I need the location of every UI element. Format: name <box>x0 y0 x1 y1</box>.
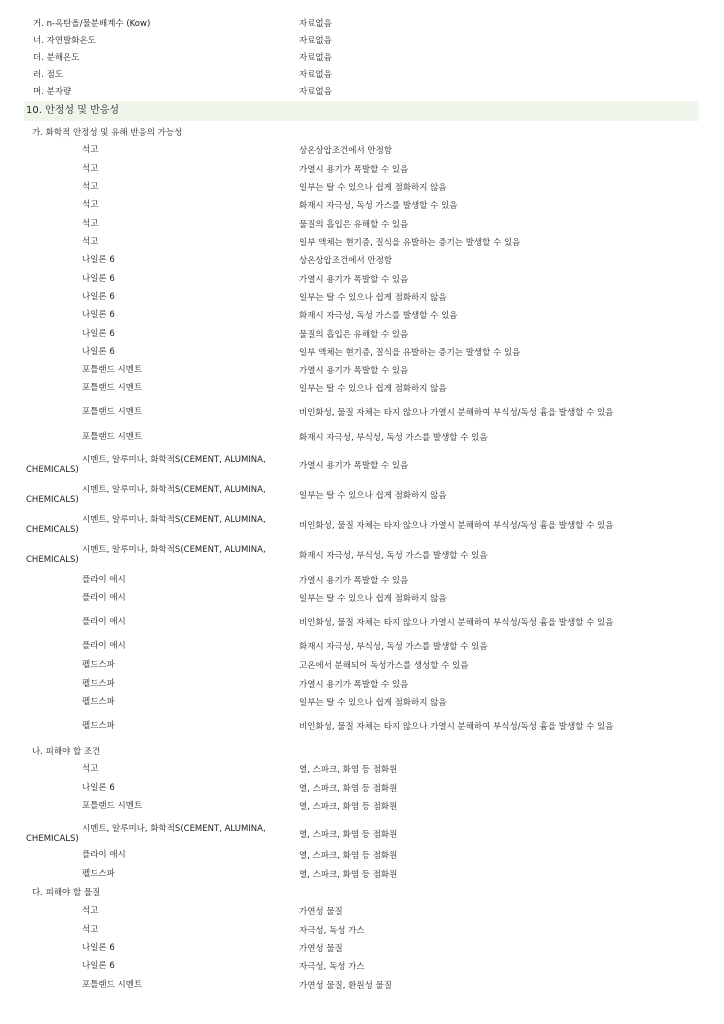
substance-property-value: 일부 액체는 현기증, 질식을 유발하는 증기는 발생할 수 있음 <box>299 348 521 358</box>
substance-name: 포틀랜드 시멘트 <box>82 980 143 990</box>
substance-property-value: 가연성 물질, 환원성 물질 <box>299 981 392 991</box>
substance-property-value: 비인화성, 물질 자체는 타지 않으나 가열시 분해하여 부식성/독성 흄을 발생할 수 있음 <box>299 618 614 628</box>
property-label: 더. 분해온도 <box>33 53 80 63</box>
substance-name: 펠드스파 <box>82 697 115 707</box>
substance-property-value: 일부는 탈 수 있으나 쉽게 점화하지 않음 <box>299 183 447 193</box>
substance-name: 포틀랜드 시멘트 <box>82 365 143 375</box>
substance-property-value: 상온상압조건에서 안정함 <box>299 146 393 156</box>
substance-property-value: 자극성, 독성 가스 <box>299 962 365 972</box>
substance-property-value: 일부는 탈 수 있으나 쉽게 점화하지 않음 <box>299 698 447 708</box>
substance-name: 나일론 6 <box>82 347 115 357</box>
substance-name: 석고 <box>82 164 99 174</box>
substance-property-value: 일부는 탈 수 있으나 쉽게 점화하지 않음 <box>299 384 447 394</box>
property-label: 거. n-옥탄올/물분배계수 (Kow) <box>33 19 151 29</box>
substance-name: 시멘트, 알루미나, 화학적S(CEMENT, ALUMINA, CHEMICALS) <box>26 515 266 535</box>
property-label: 너. 자연발화온도 <box>33 36 96 46</box>
subsection-title: 다. 피해야 할 물질 <box>32 888 101 898</box>
substance-property-value: 일부 액체는 현기증, 질식을 유발하는 증기는 발생할 수 있음 <box>299 238 521 248</box>
subsection-title: 나. 피해야 할 조건 <box>32 747 101 757</box>
substance-property-value: 화재시 자극성, 독성 가스를 발생할 수 있음 <box>299 311 458 321</box>
substance-property-value: 일부는 탈 수 있으나 쉽게 점화하지 않음 <box>299 293 447 303</box>
substance-name: 펠드스파 <box>82 660 115 670</box>
property-label: 머. 분자량 <box>33 87 72 97</box>
substance-property-value: 열, 스파크, 화염 등 점화원 <box>299 765 398 775</box>
substance-name: 석고 <box>82 145 99 155</box>
substance-name: 나일론 6 <box>82 292 115 302</box>
substance-name: 플라이 애시 <box>82 617 126 627</box>
property-value: 자료없음 <box>299 19 332 29</box>
property-row <box>33 68 704 82</box>
substance-name: 펠드스파 <box>82 679 115 689</box>
substance-property-value: 상온상압조건에서 안정함 <box>299 256 393 266</box>
substance-name: 석고 <box>82 200 99 210</box>
substance-property-value: 가연성 물질 <box>299 944 343 954</box>
substance-property-value: 물질의 흡입은 유해할 수 있음 <box>299 330 409 340</box>
substance-property-value: 가열시 용기가 폭발할 수 있음 <box>299 275 409 285</box>
substance-name: 석고 <box>82 237 99 247</box>
section-title: 10. 안정성 및 반응성 <box>24 101 699 121</box>
substance-property-value: 자극성, 독성 가스 <box>299 926 365 936</box>
property-row <box>33 17 704 31</box>
substance-property-value: 일부는 탈 수 있으나 쉽게 점화하지 않음 <box>299 491 447 501</box>
property-value: 자료없음 <box>299 87 332 97</box>
substance-name: 나일론 6 <box>82 961 115 971</box>
substance-property-value: 열, 스파크, 화염 등 점화원 <box>299 851 398 861</box>
substance-property-value: 화재시 자극성, 독성 가스를 발생할 수 있음 <box>299 201 458 211</box>
substance-property-value: 가열시 용기가 폭발할 수 있음 <box>299 576 409 586</box>
substance-name: 포틀랜드 시멘트 <box>82 801 143 811</box>
substance-name: 포틀랜드 시멘트 <box>82 407 143 417</box>
property-row <box>33 85 704 99</box>
substance-name: 나일론 6 <box>82 310 115 320</box>
substance-name: 나일론 6 <box>82 943 115 953</box>
substance-name: 플라이 애시 <box>82 641 126 651</box>
substance-name: 석고 <box>82 182 99 192</box>
substance-property-value: 가열시 용기가 폭발할 수 있음 <box>299 461 409 471</box>
substance-property-value: 열, 스파크, 화염 등 점화원 <box>299 802 398 812</box>
property-value: 자료없음 <box>299 70 332 80</box>
substance-name: 플라이 애시 <box>82 850 126 860</box>
substance-name: 석고 <box>82 906 99 916</box>
substance-name: 시멘트, 알루미나, 화학적S(CEMENT, ALUMINA, CHEMICALS) <box>26 545 266 565</box>
substance-name: 석고 <box>82 764 99 774</box>
substance-name: 석고 <box>82 219 99 229</box>
property-row <box>33 51 704 65</box>
subsection-title: 가. 화학적 안정성 및 유해 반응의 가능성 <box>32 128 183 138</box>
substance-property-value: 일부는 탈 수 있으나 쉽게 점화하지 않음 <box>299 594 447 604</box>
substance-property-value: 가연성 물질 <box>299 907 343 917</box>
substance-name: 나일론 6 <box>82 329 115 339</box>
substance-name: 플라이 애시 <box>82 593 126 603</box>
property-row <box>33 34 704 48</box>
property-value: 자료없음 <box>299 36 332 46</box>
substance-property-value: 비인화성, 물질 자체는 타지 않으나 가열시 분해하여 부식성/독성 흄을 발생할 수 있음 <box>299 722 614 732</box>
substance-name: 시멘트, 알루미나, 화학적S(CEMENT, ALUMINA, CHEMICALS) <box>26 485 266 505</box>
substance-property-value: 가열시 용기가 폭발할 수 있음 <box>299 366 409 376</box>
substance-name: 석고 <box>82 925 99 935</box>
substance-property-value: 열, 스파크, 화염 등 점화원 <box>299 870 398 880</box>
substance-property-value: 고온에서 분해되어 독성가스를 생성할 수 있음 <box>299 661 469 671</box>
property-value: 자료없음 <box>299 53 332 63</box>
substance-name: 펠드스파 <box>82 869 115 879</box>
substance-name: 시멘트, 알루미나, 화학적S(CEMENT, ALUMINA, CHEMICALS) <box>26 824 266 844</box>
substance-property-value: 열, 스파크, 화염 등 점화원 <box>299 784 398 794</box>
substance-name: 플라이 애시 <box>82 575 126 585</box>
substance-name: 펠드스파 <box>82 721 115 731</box>
substance-name: 나일론 6 <box>82 255 115 265</box>
substance-property-value: 비인화성, 물질 자체는 타지 않으나 가열시 분해하여 부식성/독성 흄을 발생할 수 있음 <box>299 521 614 531</box>
property-label: 러. 점도 <box>33 70 64 80</box>
substance-name: 나일론 6 <box>82 274 115 284</box>
substance-name: 시멘트, 알루미나, 화학적S(CEMENT, ALUMINA, CHEMICALS) <box>26 455 266 475</box>
substance-name: 포틀랜드 시멘트 <box>82 432 143 442</box>
substance-property-value: 비인화성, 물질 자체는 타지 않으나 가열시 분해하여 부식성/독성 흄을 발생할 수 있음 <box>299 408 614 418</box>
substance-property-value: 가열시 용기가 폭발할 수 있음 <box>299 165 409 175</box>
substance-property-value: 가열시 용기가 폭발할 수 있음 <box>299 680 409 690</box>
substance-property-value: 화재시 자극성, 부식성, 독성 가스를 발생할 수 있음 <box>299 433 488 443</box>
substance-property-value: 화재시 자극성, 부식성, 독성 가스를 발생할 수 있음 <box>299 551 488 561</box>
substance-property-value: 물질의 흡입은 유해할 수 있음 <box>299 220 409 230</box>
substance-name: 나일론 6 <box>82 783 115 793</box>
substance-name: 포틀랜드 시멘트 <box>82 383 143 393</box>
substance-property-value: 화재시 자극성, 부식성, 독성 가스를 발생할 수 있음 <box>299 642 488 652</box>
substance-property-value: 열, 스파크, 화염 등 점화원 <box>299 830 398 840</box>
